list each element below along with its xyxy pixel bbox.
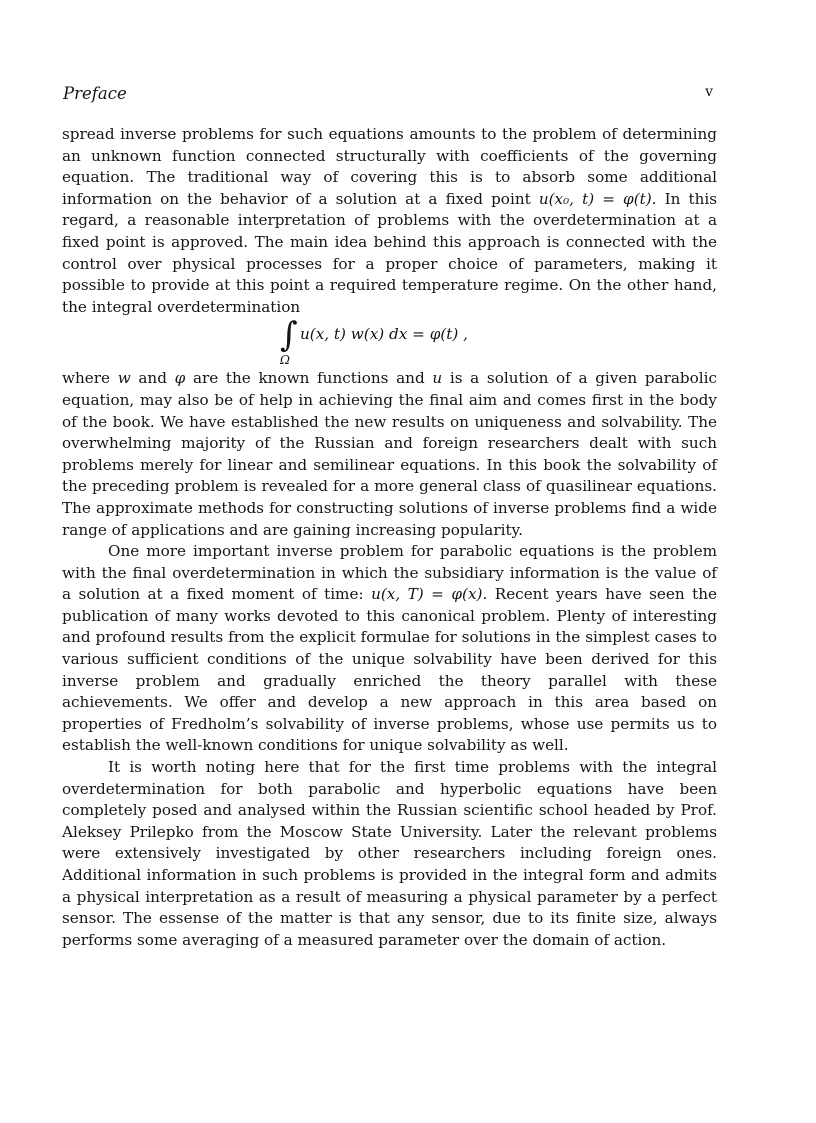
- running-title: Preface: [63, 84, 127, 103]
- paragraph-4: It is worth noting here that for the first time problems with the integral overdetermination for both parabolic and hyperbolic equations have been completely posed and analysed within the Russian scientific school headed by Prof. Aleksey Prilepko from the Moscow State University. Later the relevant problems were extensively investigated by other researchers including foreign ones. Additional information in such problems is provided in the integral form and admits a physical interpretation as a result of measuring a physical parameter by a perfect sensor. The essense of the matter is that any sensor, due to its finite size, always performs some averaging of a measured parameter over the domain of action.: [62, 758, 717, 949]
- final-overdetermination-formula: u(x, T) = φ(x).: [371, 585, 488, 604]
- paragraph-2-text-b: and: [130, 369, 175, 388]
- paragraph-2-text-d: is a solution of a given parabolic equation, may also be of help in achieving the final aim and comes first in the body of the book. We have established the new results on uniqueness and solvability. The overwhelming majority of the Russian and foreign researchers dealt with such problems merely for linear and semilinear equations. In this book the solvability of the preceding problem is revealed for a more general class of quasilinear equations. The approximate methods for constructing solutions of inverse problems find a wide range of applications and are gaining increasing popularity.: [62, 369, 717, 539]
- page-number: v: [705, 84, 713, 100]
- body-text: [62, 124, 717, 951]
- paragraph-1-continuation: In this regard, a reasonable interpretation of problems with the overdetermination at a fixed point is approved. The main idea behind this approach is connected with the control over physical processes for a proper choice of parameters, making it possible to provide at this point a required temperature regime. On the other hand, the integral overdetermination: [62, 189, 718, 316]
- book-page: [62, 0, 717, 1123]
- paragraph-3-text-b: Recent years have seen the publication of many works devoted to this canonical problem. Plenty of interesting and profound results from the explicit formulae for solutions in the simplest cases to various sufficient conditions of the unique solvability have been derived for this inverse problem and gradually enriched the theory parallel with these achievements. We offer and develop a new approach in this area based on properties of Fredholm’s solvability of inverse problems, whose use permits us to establish the well-known conditions for unique solvability as well.: [62, 585, 718, 755]
- paragraph-2-text-a: where: [62, 369, 118, 388]
- integral-equation: [62, 315, 717, 368]
- paragraph-1: [62, 124, 717, 318]
- fixed-point-formula: u(x₀, t) = φ(t).: [538, 189, 657, 208]
- paragraph-2-text-c: are the known functions and: [185, 369, 433, 388]
- paragraph-1-text: spread inverse problems for such equations amounts to the problem of determining an unknown function connected structurally with coefficients of the governing equation. The traditional way of covering this is to absorb some additional information on the behavior of a solution at a fixed point: [62, 125, 717, 208]
- paragraph-3: [62, 541, 717, 757]
- running-head: [62, 84, 717, 106]
- integral-equation-body: u(x, t) w(x) dx = φ(t) ,: [300, 325, 468, 344]
- math-u: u: [432, 369, 443, 388]
- paragraph-3-text-a: One more important inverse problem for parabolic equations is the problem with the final overdetermination in which the subsidiary information is the value of a solution at a fixed moment of time:: [62, 542, 717, 604]
- math-w: w: [117, 369, 131, 388]
- math-phi: φ: [174, 369, 186, 388]
- integral-domain: Ω: [280, 353, 290, 368]
- integral-sign: ∫: [280, 315, 298, 356]
- paragraph-2: [62, 368, 717, 541]
